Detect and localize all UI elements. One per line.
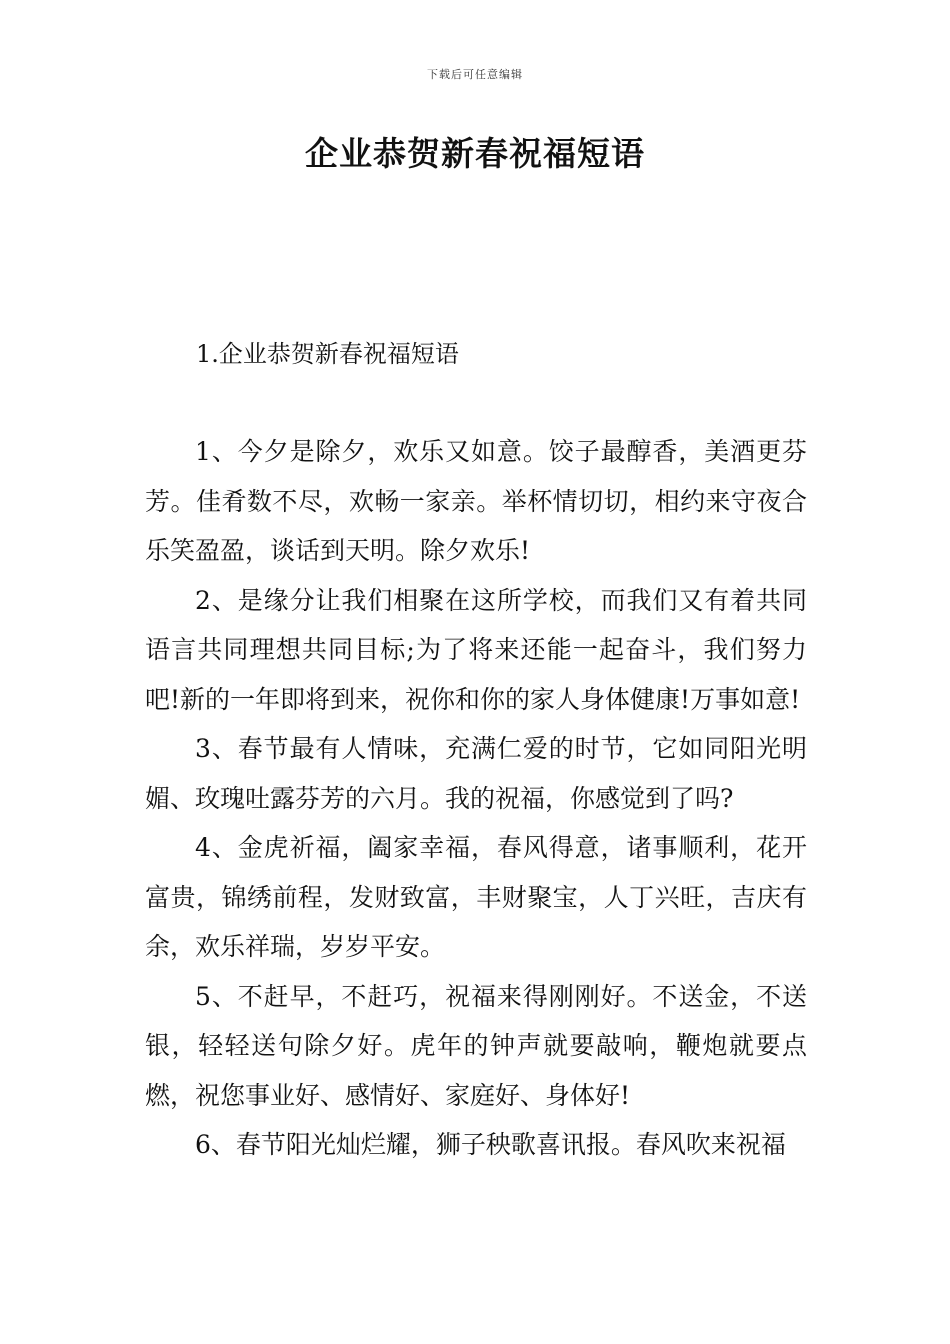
- paragraph-2: 2、是缘分让我们相聚在这所学校，而我们又有着共同语言共同理想共同目标;为了将来还能一起奋斗，我们努力吧!新的一年即将到来，祝你和你的家人身体健康!万事如意!: [145, 585, 807, 714]
- paragraph-6: 6、春节阳光灿烂耀，狮子秧歌喜讯报。春风吹来祝福: [195, 1130, 786, 1159]
- document-title: 企业恭贺新春祝福短语: [305, 134, 645, 173]
- paragraph-4: 4、金虎祈福，阖家幸福，春风得意，诸事顺利，花开富贵，锦绣前程，发财致富，丰财聚宝，人丁兴旺，吉庆有余，欢乐祥瑞，岁岁平安。: [145, 833, 807, 961]
- header-note: 下载后可任意编辑: [427, 68, 523, 81]
- paragraph-5: 5、不赶早，不赶巧，祝福来得刚刚好。不送金，不送银，轻轻送句除夕好。虎年的钟声就要敲响，鞭炮就要点燃，祝您事业好、感情好、家庭好、身体好!: [145, 981, 807, 1110]
- paragraph-1: 1、今夕是除夕，欢乐又如意。饺子最醇香，美酒更芬芳。佳肴数不尽，欢畅一家亲。举杯情切切，相约来守夜合乐笑盈盈，谈话到天明。除夕欢乐!: [145, 437, 807, 565]
- document-body: [145, 427, 807, 1170]
- section-heading: 1.企业恭贺新春祝福短语: [196, 340, 459, 368]
- paragraph-3: 3、春节最有人情味，充满仁爱的时节，它如同阳光明媚、玫瑰吐露芬芳的六月。我的祝福，你感觉到了吗?: [145, 734, 807, 813]
